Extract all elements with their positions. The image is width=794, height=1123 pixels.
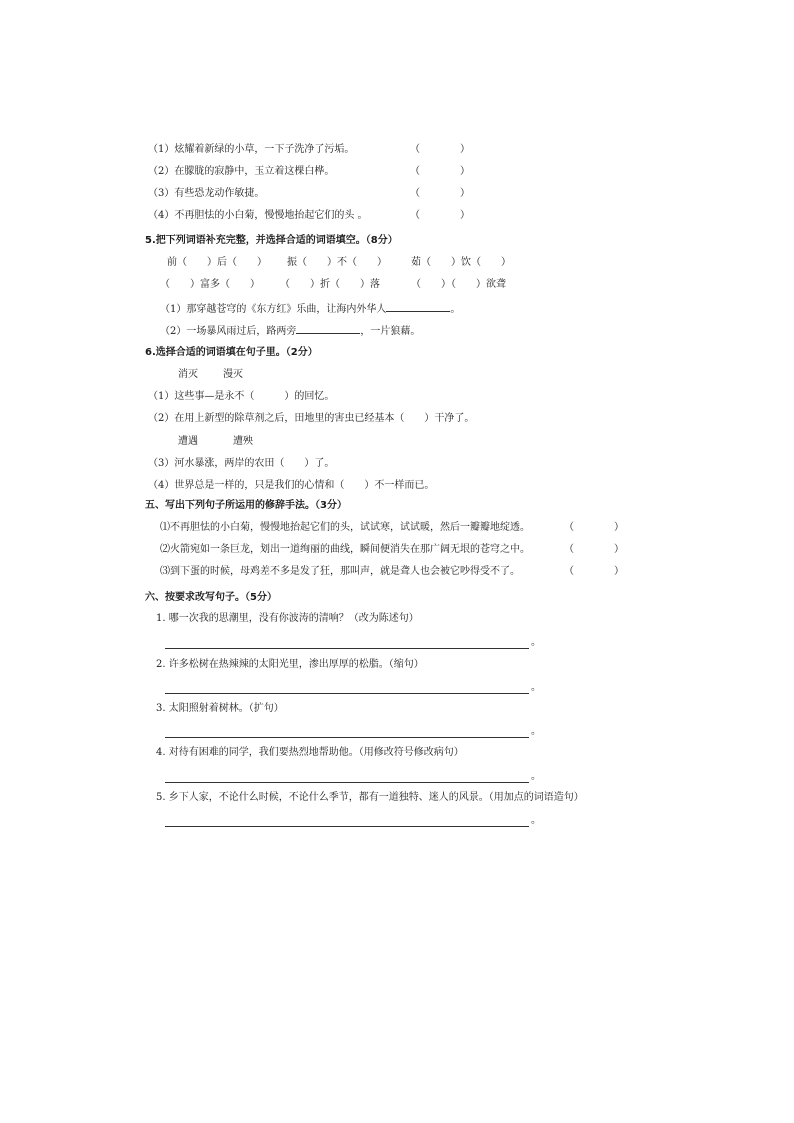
sec5-item-3-blank[interactable]: （ ） xyxy=(564,566,624,577)
sec5-item-3: ⑶到下蛋的时候，母鸡差不多是发了狂，那叫声，就是聋人也会被它吵得受不了。 xyxy=(160,566,520,577)
q4-item-4-blank[interactable]: （ ） xyxy=(410,210,470,221)
sec5-item-1: ⑴不再胆怯的小白菊，慢慢地抬起它们的头，试试寒，试试暖，然后一瓣瓣地绽透。 xyxy=(160,522,530,533)
sec5-title: 五、写出下列句子所运用的修辞手法。（3分） xyxy=(145,500,347,511)
q5-row2-b[interactable]: （ ）折（ ）落 xyxy=(280,279,380,290)
q4-item-3: （3）有些恐龙动作敏捷。 xyxy=(148,188,265,199)
q6-word-4: 遭殃 xyxy=(233,436,253,447)
q5-sentence-2-end: ，一片狼藉。 xyxy=(360,326,421,337)
q4-item-2: （2）在朦胧的寂静中，玉立着这棵白桦。 xyxy=(148,166,335,177)
q4-item-3-blank[interactable]: （ ） xyxy=(410,188,470,199)
sec6-item-1: 1. 哪一次我的思潮里，没有你波涛的清响？（改为陈述句） xyxy=(156,613,419,624)
q4-item-1: （1）炫耀着新绿的小草，一下子洗净了污垢。 xyxy=(148,144,355,155)
sec6-item-5: 5. 乡下人家，不论什么时候，不论什么季节，都有一道独特、迷人的风景。（用加点的词语造句） xyxy=(156,792,584,803)
sec6-title: 六、按要求改写句子。（5分） xyxy=(145,592,277,603)
q5-sentence-2-text: （2）一场暴风雨过后，路两旁 xyxy=(160,326,297,337)
sec5-item-1-blank[interactable]: （ ） xyxy=(564,522,624,533)
q5-sentence-2-blank[interactable] xyxy=(296,323,360,334)
sec6-answer-2[interactable]: 。 xyxy=(165,681,545,695)
q6-word-1: 消灭 xyxy=(178,369,198,380)
q5-title: 5.把下列词语补充完整，并选择合适的词语填空。（8分） xyxy=(145,235,398,246)
q4-item-1-blank[interactable]: （ ） xyxy=(410,144,470,155)
sec6-item-4: 4. 对待有困难的同学，我们要热烈地帮助他。（用修改符号修改病句） xyxy=(156,747,464,758)
q5-sentence-1-end: 。 xyxy=(450,304,461,315)
q5-row2-c[interactable]: （ ）（ ）欲聋 xyxy=(411,279,506,290)
q6-sentence-2: （2）在用上新型的除草剂之后，田地里的害虫已经基本（ ）干净了。 xyxy=(148,413,475,424)
sec6-answer-5[interactable]: 。 xyxy=(165,814,545,828)
q6-word-3: 遭遇 xyxy=(178,436,198,447)
q6-title: 6.选择合适的词语填在句子里。（2分） xyxy=(145,347,318,358)
sec5-item-2-blank[interactable]: （ ） xyxy=(564,544,624,555)
q5-row1-a[interactable]: 前（ ）后（ ） xyxy=(167,257,267,268)
sec6-answer-3[interactable]: 。 xyxy=(165,725,545,739)
q6-sentence-3: （3）河水暴涨，两岸的农田（ ）了。 xyxy=(148,458,335,469)
q6-word-2: 漫灭 xyxy=(223,369,243,380)
sec6-item-2: 2. 许多松树在热辣辣的太阳光里，渗出厚厚的松脂。（缩句） xyxy=(156,659,424,670)
q5-sentence-1-blank[interactable] xyxy=(386,301,450,312)
sec6-answer-1[interactable]: 。 xyxy=(165,636,545,650)
q5-row1-c[interactable]: 茹（ ）饮（ ） xyxy=(411,257,511,268)
q5-row2-a[interactable]: （ ）富多（ ） xyxy=(160,279,260,290)
q5-sentence-2 xyxy=(160,323,420,337)
sec6-answer-4[interactable]: 。 xyxy=(165,770,545,784)
sec6-item-3: 3. 太阳照射着树林。（扩句） xyxy=(156,703,284,714)
q4-item-2-blank[interactable]: （ ） xyxy=(410,166,470,177)
q5-sentence-1 xyxy=(160,301,460,315)
q5-row1-b[interactable]: 振（ ）不（ ） xyxy=(287,257,387,268)
q4-item-4: （4）不再胆怯的小白菊，慢慢地抬起它们的头 。 xyxy=(148,210,368,221)
q6-sentence-1: （1）这些事—是永不（ ）的回忆。 xyxy=(148,391,335,402)
q5-sentence-1-text: （1）那穿越苍穹的《东方红》乐曲，让海内外华人 xyxy=(160,304,387,315)
sec5-item-2: ⑵火箭宛如一条巨龙，划出一道绚丽的曲线，瞬间便消失在那广阔无垠的苍穹之中。 xyxy=(160,544,530,555)
q6-sentence-4: （4）世界总是一样的，只是我们的心情和（ ）不一样而已。 xyxy=(148,480,435,491)
